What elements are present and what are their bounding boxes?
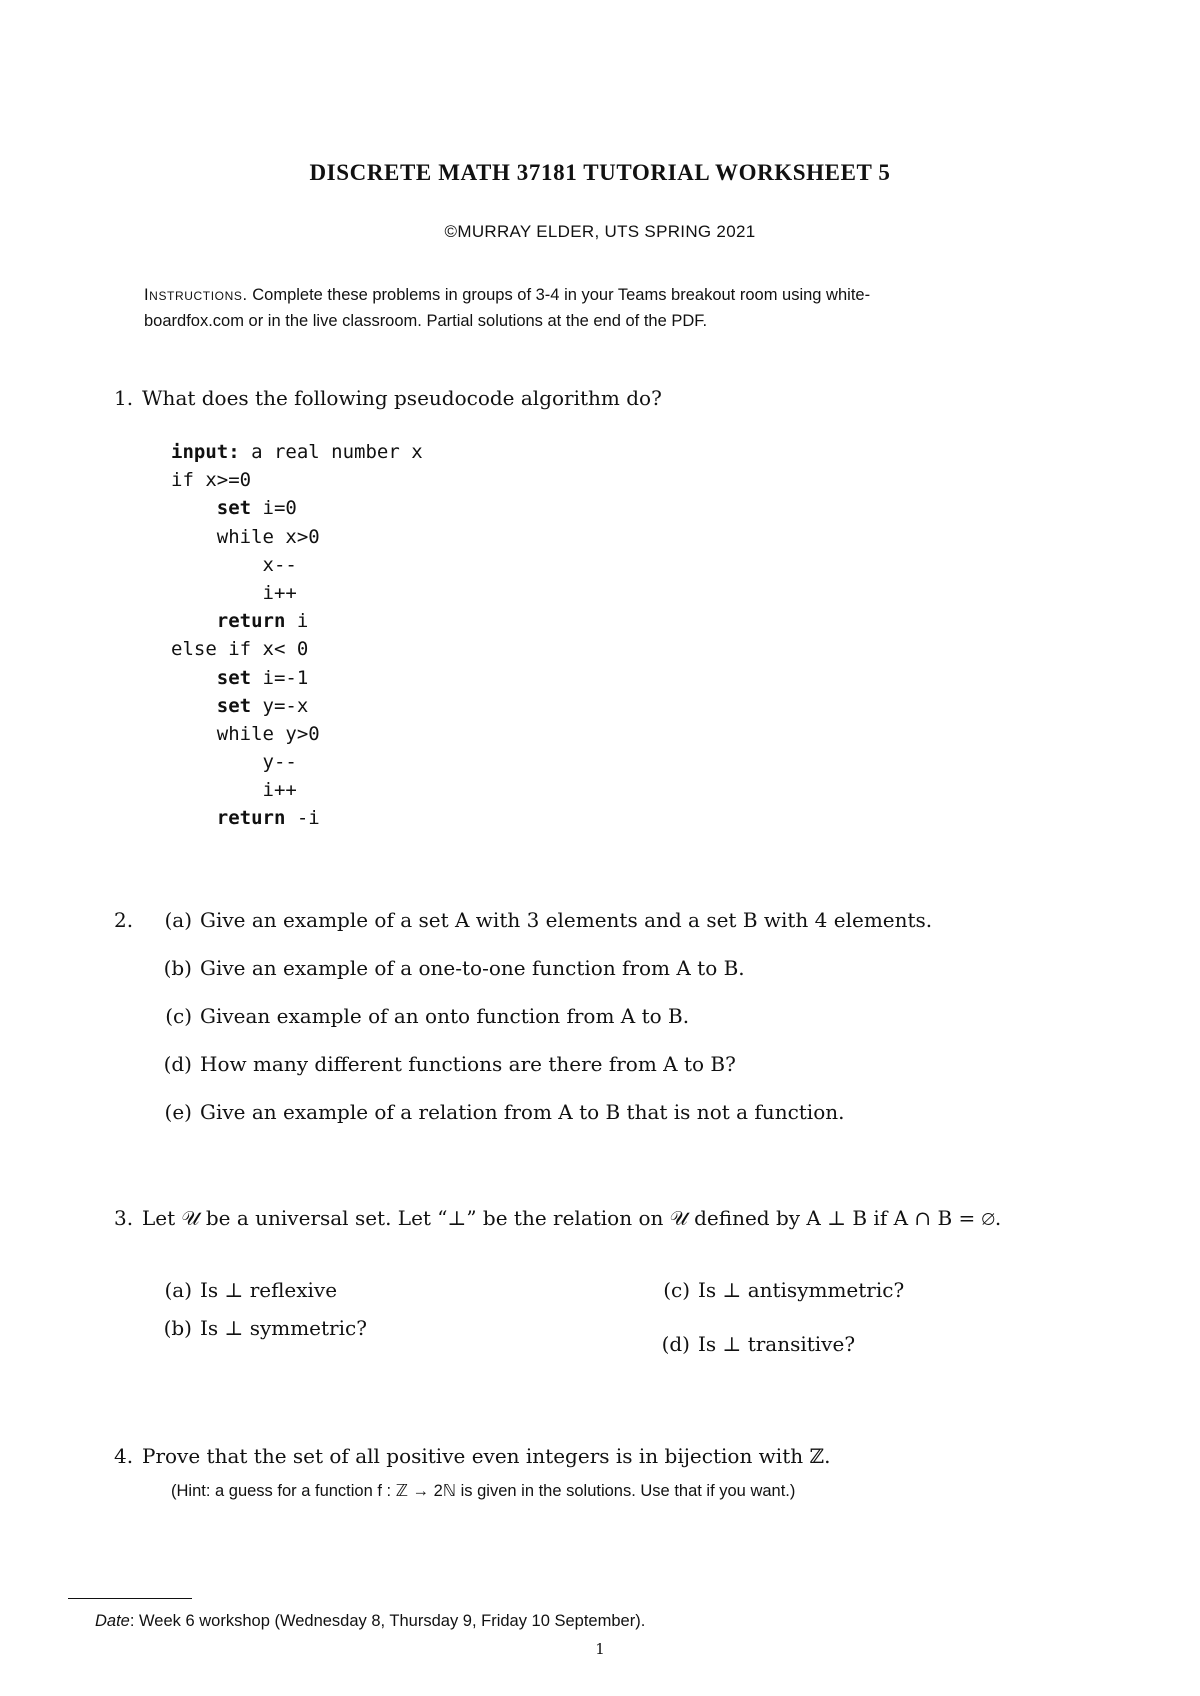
q4-hint: (Hint: a guess for a function f : ℤ → 2ℕ is given in the solutions. Use that if you want.) xyxy=(171,1482,796,1500)
q2-part-b: (b) Give an example of a one-to-one function from A to B. xyxy=(163,956,745,980)
code-line: while y>0 xyxy=(216,722,320,745)
code-keyword: return xyxy=(216,807,286,830)
q3-part-a: (a) Is ⊥ reflexive xyxy=(164,1278,338,1302)
page-number: 1 xyxy=(595,1640,605,1658)
code-line: set i=0 xyxy=(216,497,297,520)
code-line: else if x< 0 xyxy=(171,638,309,661)
q3-part-d: (d) Is ⊥ transitive? xyxy=(661,1332,856,1356)
question-3 xyxy=(114,1206,1001,1230)
question-1 xyxy=(114,386,662,410)
footnote-text: : Week 6 workshop (Wednesday 8, Thursday 9, Friday 10 September). xyxy=(129,1612,646,1630)
code-line: x-- xyxy=(262,553,297,576)
code-line: return i xyxy=(216,610,309,633)
question-number: 2. xyxy=(114,908,134,932)
footnote-rule xyxy=(68,1598,192,1599)
footnote-label: Date xyxy=(95,1612,130,1630)
author-line: ©MURRAY ELDER, UTS SPRING 2021 xyxy=(444,222,756,241)
question-number: 3. xyxy=(114,1206,134,1230)
footnote xyxy=(95,1612,645,1631)
code-line: while x>0 xyxy=(216,525,320,548)
instructions-text-2: boardfox.com or in the live classroom. Partial solutions at the end of the PDF. xyxy=(144,312,708,330)
code-line: i++ xyxy=(262,581,297,604)
instructions xyxy=(144,282,1064,334)
instructions-text: Complete these problems in groups of 3-4 in your Teams breakout room using white- xyxy=(252,286,871,304)
question-number: 4. xyxy=(114,1444,134,1468)
code-line: return -i xyxy=(216,807,320,830)
question-text: Prove that the set of all positive even integers is in bijection with ℤ. xyxy=(142,1444,831,1468)
code-keyword: return xyxy=(216,610,286,633)
code-line: set y=-x xyxy=(216,694,309,717)
code-keyword: set xyxy=(216,666,252,689)
q3-part-c: (c) Is ⊥ antisymmetric? xyxy=(663,1278,905,1302)
code-keyword: set xyxy=(216,694,252,717)
instructions-label: Instructions. xyxy=(144,286,248,304)
code-keyword: set xyxy=(216,497,252,520)
q2-part-d: (d) How many different functions are there from A to B? xyxy=(163,1052,736,1076)
question-4 xyxy=(114,1444,830,1468)
question-text: What does the following pseudocode algorithm do? xyxy=(142,386,662,410)
code-line: set i=-1 xyxy=(216,666,309,689)
q2-part-e: (e) Give an example of a relation from A to B that is not a function. xyxy=(164,1100,845,1124)
code-line: y-- xyxy=(262,751,297,774)
pseudocode-block xyxy=(171,438,423,833)
q2-part-a: (a) Give an example of a set A with 3 elements and a set B with 4 elements. xyxy=(164,908,933,932)
code-line: input: a real number x xyxy=(171,441,423,463)
question-text: Let 𝒰 be a universal set. Let “⊥” be the relation on 𝒰 defined by A ⊥ B if A ∩ B = ∅. xyxy=(142,1206,1002,1230)
question-number: 1. xyxy=(114,386,134,410)
code-line: i++ xyxy=(262,779,297,802)
q3-part-b: (b) Is ⊥ symmetric? xyxy=(163,1316,367,1340)
code-line: if x>=0 xyxy=(171,469,252,492)
q2-part-c: (c) Givean example of an onto function from A to B. xyxy=(165,1004,690,1028)
code-keyword: input: xyxy=(171,441,240,463)
page-title: DISCRETE MATH 37181 TUTORIAL WORKSHEET 5 xyxy=(309,160,891,185)
